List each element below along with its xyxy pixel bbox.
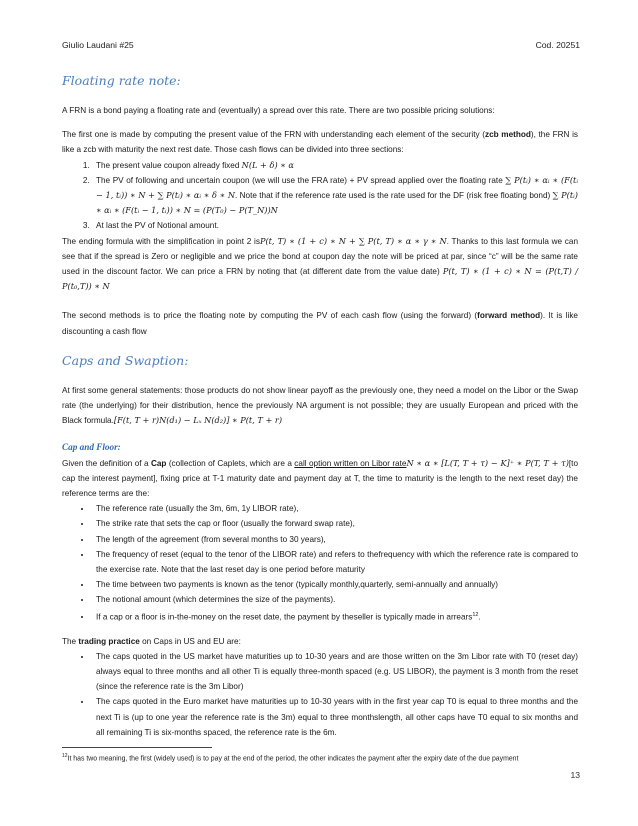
list-item: • The caps quoted in the Euro market have maturities up to 10-30 years with in the first year cap T0 is equal to three months and the next Ti is (up to one year the reference rate is the 3m) equal to three monthslength, all other caps have T0 equal to six months and all remaining Ti is six-months spaced, the reference rate is the 6m. [92, 694, 578, 740]
footnote-ref: 12 [472, 611, 479, 618]
formula: N(L + δ) ∗ α [241, 159, 294, 170]
paragraph-caps-intro [62, 383, 578, 429]
text: Given the definition of a [62, 458, 151, 468]
section-title-floating-rate-note: Floating rate note: [62, 73, 181, 88]
text: . Thanks to this last formula we can see that if the spread is Zero or negligible and we price the bond at coupon day the note will be priced at par, since “c” will be the same rate used in the discount factor. We can price a FRN by noting that (at different date from the value date) [62, 236, 579, 277]
list-item [92, 173, 578, 219]
trading-practice-list [62, 649, 578, 740]
list-item [92, 158, 578, 173]
paragraph-cap-definition [62, 456, 578, 502]
footnote [62, 751, 582, 764]
text: The present value coupon already fixed [96, 160, 242, 170]
list-item [92, 218, 578, 233]
text: ), the FRN is like a zcb with maturity the next rest date. Those cash flows can be divided into three sections: [62, 130, 578, 155]
formula: N ∗ α ∗ [L(T, T + τ) − K]⁺ ∗ P(T, T + τ) [406, 457, 569, 468]
formula: [F(t, T + r)N(d₁) − Lₓ N(d₂)] ∗ P(t, T + r) [113, 415, 283, 426]
text: The PV of following and uncertain coupon (we will use the FRA rate) + PV spread applied over the floating rate [96, 175, 506, 185]
formula: P(t, T) ∗ (1 + c) ∗ N = (P(t,T) / P(t₀,T)) ∗ N [62, 266, 578, 292]
list-item: • The reference rate (usually the 3m, 6m, 1y LIBOR rate), [92, 501, 578, 516]
text: The first one is made by computing the present value of the FRN with understanding each element of the security ( [62, 130, 485, 140]
header-code: Cod. 20251 [535, 40, 580, 50]
text: The ending formula with the simplification in point 2 is [62, 236, 260, 246]
paragraph-frn-intro: A FRN is a bond paying a floating rate and (eventually) a spread over this rate. There are two possible pricing solutions: [62, 106, 495, 115]
formula: ∑ P(tᵢ) ∗ αᵢ ∗ (F(tᵢ − 1, tᵢ)) ∗ N = (P(T₀) − P(T_N))N [96, 190, 578, 216]
text: At first some general statements: those products do not show linear payoff as the previously one, they need a model on the Libor or the Swap rate (the underlying) for their distribution, hence the previously NA argument is not possible; they are usually European and priced with the Black formula. [62, 385, 578, 426]
subsection-title-cap-floor: Cap and Floor: [62, 442, 121, 453]
list-item: • The frequency of reset (equal to the tenor of the LIBOR rate) and refers to thefrequency with which the reference rate is compared to the exercise rate. Note that the last reset day is one period before maturity [92, 547, 578, 577]
trading-practice-term: trading practice [78, 636, 140, 646]
cap-term: Cap [150, 458, 167, 468]
list-item: • The caps quoted in the US market have maturities up to 10-30 years and are those written on the 3m Libor rate with T0 (reset day) always equal to three months and all other Ti is equally three-month spaced (e.g. US LIBOR), the payment is 3 month from the reset (since the reference rate is the 3m Libor) [92, 649, 578, 695]
text: The [62, 636, 79, 646]
text: on Caps in US and EU are: [139, 636, 241, 646]
paragraph-zcb-method [62, 127, 578, 157]
list-item: • The strike rate that sets the cap or floor (usually the forward swap rate), [92, 516, 578, 531]
section-title-caps-swaption: Caps and Swaption: [62, 352, 189, 368]
zcb-method-term: zcb method [484, 130, 531, 140]
footnote-number: 12 [62, 753, 68, 759]
formula: ∑ P(tᵢ) ∗ αᵢ ∗ (F(tᵢ − 1, tᵢ)) ∗ N + ∑ P(tᵢ) ∗ αᵢ ∗ δ ∗ N [96, 174, 578, 201]
cash-flow-list [62, 158, 578, 234]
paragraph-forward-method [62, 308, 578, 338]
text: [to cap the interest payment], fixing price at T-1 maturity date and payment day at T, the time to maturity is the length to the next reset day) the reference terms are the: [62, 458, 579, 499]
footnote-text: It has two meaning, the first (widely used) is to pay at the end of the period, the other indicates the payment after the expiry date of the due payment [67, 755, 519, 763]
list-item: • If a cap or a floor is in-the-money on the reset date, the payment by theseller is typically made in arrears$^{12}$. [92, 608, 578, 625]
underlined-term: call option written on Libor rate [294, 458, 407, 468]
footnote-divider [62, 747, 212, 748]
list-item: • The length of the agreement (from several months to 30 years), [92, 532, 578, 547]
text: . Note that if the reference rate used is the rate used for the DF (risk free floating bond) [234, 191, 553, 201]
paragraph-ending-formula [62, 234, 578, 295]
header-author: Giulio Laudani #25 [62, 40, 134, 50]
list-item: • The notional amount (which determines the size of the payments). [92, 592, 578, 607]
reference-terms-list [62, 501, 578, 624]
page-number: 13 [570, 770, 580, 780]
list-item: • The time between two payments is known as the tenor (typically monthly,quarterly, semi-annually and annually) [92, 577, 578, 592]
text: (collection of Caplets, which are a [166, 458, 295, 468]
formula: P(t, T) ∗ (1 + c) ∗ N + ∑ P(t, T) ∗ α ∗ γ ∗ N [259, 235, 447, 246]
text: ). It is like discounting a cash flow [62, 311, 578, 336]
forward-method-term: forward method [477, 311, 541, 321]
page-body [62, 73, 578, 740]
text: The second methods is to price the floating note by computing the PV of each cash flow (using the forward) ( [62, 311, 478, 321]
text: If a cap or a floor is in-the-money on the reset date, the payment by theseller is typically made in arrears [96, 612, 473, 622]
text: At last the PV of Notional amount. [96, 221, 219, 231]
paragraph-trading-practice [62, 634, 578, 649]
